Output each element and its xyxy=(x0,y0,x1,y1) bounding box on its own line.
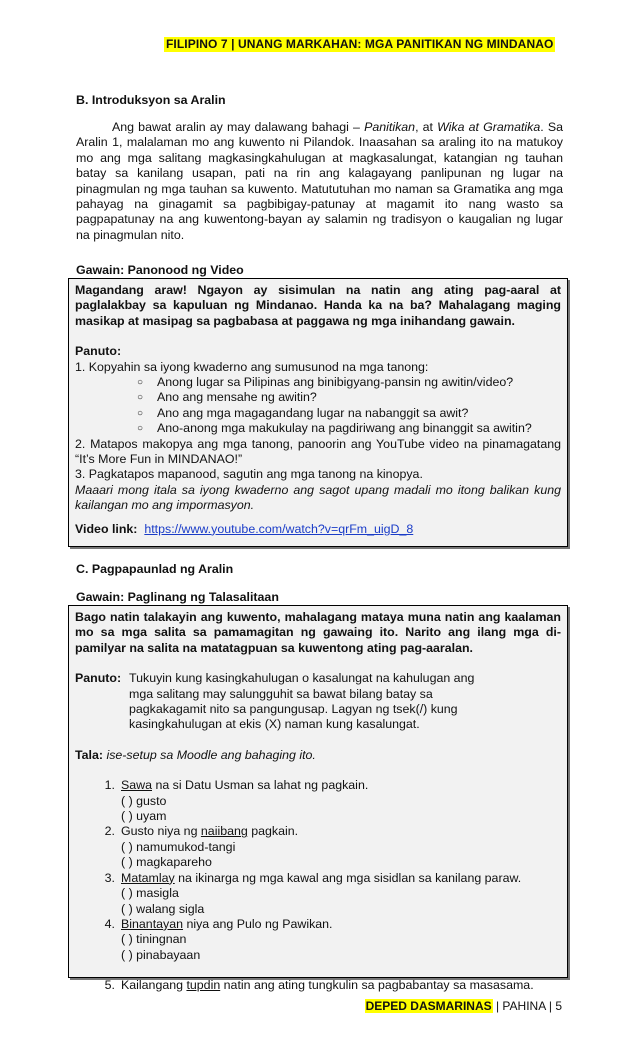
page-header: FILIPINO 7 | UNANG MARKAHAN: MGA PANITIKAN NG MINDANAO xyxy=(166,37,554,51)
tala-row xyxy=(75,748,561,763)
question-item: ○ Anong lugar sa Pilipinas ang binibigyang-pansin ng awitin/video? xyxy=(135,375,561,390)
underlined-word: tupdin xyxy=(186,978,221,993)
section-b-title: B. Introduksyon sa Aralin xyxy=(76,93,226,107)
question-list xyxy=(75,375,561,437)
underlined-word: Binantayan xyxy=(121,916,184,931)
option[interactable]: ( ) namumukod-tangi xyxy=(121,839,236,854)
option[interactable]: ( ) uyam xyxy=(121,809,167,824)
intro-text-3: . Sa Aralin 1, malalaman mo ang kuwento ni Pilandok. Inaasahan sa araling ito na matukoy mo ang mga salitang magkasingkahulugan at magkasalungat, katangian ng tauhan batay sa kanilang usapan, pati na rin ang kalagayang panlipunan ng lugar na pinagmulan ng mga tauhan sa kuwento. Matututuhan mo naman sa Gramatika ang mga pahayag na ginagamit sa pagbibigay-patunay at magamit ito nang wasto sa pagpapatunay na ang kuwentong-bayan ay salamin ng tradisyon o kaugalian ng lugar na pinagmulan nito. xyxy=(76,120,563,242)
intro-text-1: Ang bawat aralin ay may dalawang bahagi – xyxy=(112,120,365,134)
option[interactable]: ( ) magkapareho xyxy=(121,855,212,870)
gawain-talasalitaan-box xyxy=(68,605,568,993)
footer-org: DEPED DASMARINAS xyxy=(365,999,492,1013)
sentence-post: na si Datu Usman sa lahat ng pagkain. xyxy=(152,778,369,793)
question-item: ○ Ano ang mga magagandang lugar na nabanggit sa awit? xyxy=(135,406,561,421)
gawain-video-box xyxy=(68,278,568,547)
video-link-row xyxy=(75,522,561,537)
intro-panitikan: Panitikan xyxy=(364,120,416,134)
panuto-row xyxy=(75,671,561,733)
step-2: 2. Matapos makopya ang mga tanong, panoorin ang YouTube video na pinamagatang “It’s More Fun in MINDANAO!” xyxy=(75,436,561,467)
option[interactable]: ( ) masigla xyxy=(121,886,179,901)
list-item xyxy=(75,871,561,886)
sentence-post: na ikinarga ng mga kawal ang mga sisidlan sa kanilang paraw. xyxy=(174,870,522,885)
sentence-post: pagkain. xyxy=(247,824,299,839)
question-item: ○ Ano ang mensahe ng awitin? xyxy=(135,390,561,405)
item-number: 1. xyxy=(104,778,115,793)
panuto-label: Panuto: xyxy=(75,671,122,686)
list-item xyxy=(75,778,561,793)
option[interactable]: ( ) tiningnan xyxy=(121,932,187,947)
sentence-pre: Kailangang xyxy=(121,978,187,993)
section-b-paragraph xyxy=(76,120,563,243)
underlined-word: Sawa xyxy=(121,778,152,793)
page-footer xyxy=(365,999,562,1014)
option[interactable]: ( ) walang sigla xyxy=(121,901,205,916)
item-sentence xyxy=(121,871,521,886)
underlined-word: Matamlay xyxy=(121,870,175,885)
list-item xyxy=(75,917,561,932)
footer-page: | PAHINA | 5 xyxy=(492,999,562,1013)
intro-wika: Wika at Gramatika xyxy=(437,120,541,134)
item-sentence xyxy=(121,917,333,932)
item-number: 2. xyxy=(104,824,115,839)
item-number: 4. xyxy=(104,916,115,931)
item-number: 3. xyxy=(104,870,115,885)
video-link[interactable]: https://www.youtube.com/watch?v=qrFm_uigD_8 xyxy=(144,521,414,536)
note-text: Maaari mong itala sa iyong kwaderno ang sagot upang madali mo itong balikan kung kailangan mo ang impormasyon. xyxy=(75,482,561,513)
underlined-word: naiibang xyxy=(200,824,248,839)
item-sentence xyxy=(121,978,534,993)
sentence-post: niya ang Pulo ng Pawikan. xyxy=(183,916,333,931)
gawain-video-title: Gawain: Panonood ng Video xyxy=(76,263,244,277)
intro-text-2: , at xyxy=(415,120,438,134)
step-3: 3. Pagkatapos mapanood, sagutin ang mga tanong na kinopya. xyxy=(75,467,423,482)
option[interactable]: ( ) pinabayaan xyxy=(121,947,201,962)
sentence-post: natin ang ating tungkulin sa pagbabantay sa masasama. xyxy=(220,978,534,993)
gawain-video-intro: Magandang araw! Ngayon ay sisimulan na natin ang ating pag-aaral at paglalakbay sa kapuluan ng Mindanao. Handa ka na ba? Mahalagang maging masikap at masipag sa pagbabasa at paggawa ng mga inihandang gawain. xyxy=(75,283,561,328)
section-c-title: C. Pagpapaunlad ng Aralin xyxy=(76,562,234,576)
tala-label: Tala: xyxy=(75,747,103,762)
tala-text: ise-setup sa Moodle ang bahaging ito. xyxy=(106,747,316,762)
item-number: 5. xyxy=(104,978,115,993)
question-item: ○ Ano-anong mga makukulay na pagdiriwang ang binanggit sa awitin? xyxy=(135,421,561,436)
vocab-list xyxy=(75,778,561,993)
list-item xyxy=(75,978,561,993)
gawain-talasalitaan-intro: Bago natin talakayin ang kuwento, mahalagang mataya muna natin ang kaalaman mo sa mga salita sa pamamagitan ng gawaing ito. Narito ang ilang mga di-pamilyar na salita na matatagpuan sa kuwentong ating pag-aaralan. xyxy=(75,610,561,655)
item-sentence xyxy=(121,778,368,793)
item-sentence xyxy=(121,824,298,839)
sentence-pre: Gusto niya ng xyxy=(121,824,201,839)
panuto-text: Tukuyin kung kasingkahulugan o kasalungat na kahulugan ang mga salitang may salungguhit sa bawat bilang batay sa pagkakagamit nito sa pangungusap. Lagyan ng tsek(/) kung kasingkahulugan at ekis (X) naman kung kasalungat. xyxy=(129,671,475,732)
option[interactable]: ( ) gusto xyxy=(121,793,167,808)
list-item xyxy=(75,824,561,839)
video-link-label: Video link: xyxy=(75,521,138,536)
gawain-talasalitaan-title: Gawain: Paglinang ng Talasalitaan xyxy=(76,590,279,604)
panuto-label: Panuto: xyxy=(75,344,122,359)
step-1: 1. Kopyahin sa iyong kwaderno ang sumusunod na mga tanong: xyxy=(75,359,429,374)
